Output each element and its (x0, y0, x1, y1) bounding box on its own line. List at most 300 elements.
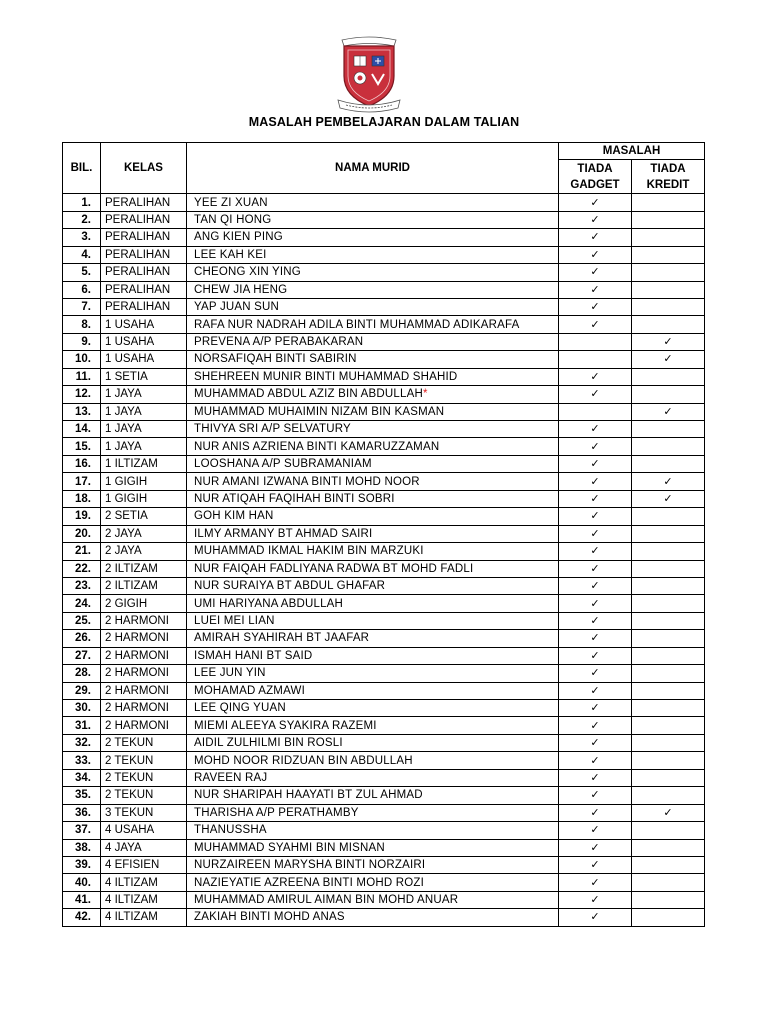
student-name: YAP JUAN SUN (194, 301, 280, 314)
student-name: NAZIEYATIE AZREENA BINTI MOHD ROZI (194, 876, 425, 889)
row-tiada-kredit (632, 647, 705, 664)
checkmark-icon: ✓ (663, 475, 673, 488)
row-kelas: 2 HARMONI (101, 665, 187, 682)
school-crest-logo (334, 34, 404, 114)
student-name: THIVYA SRI A/P SELVATURY (194, 423, 351, 436)
row-nama-murid (187, 298, 559, 315)
checkmark-icon: ✓ (590, 876, 600, 889)
table-row (63, 473, 705, 490)
row-kelas: 4 JAYA (101, 839, 187, 856)
row-tiada-kredit (632, 717, 705, 734)
row-tiada-kredit (632, 264, 705, 281)
row-tiada-gadget (559, 333, 632, 350)
row-tiada-gadget (559, 490, 632, 507)
row-nama-murid (187, 333, 559, 350)
row-tiada-gadget (559, 543, 632, 560)
table-row (63, 246, 705, 263)
row-bil: 41. (63, 891, 101, 908)
checkmark-icon: ✓ (663, 336, 673, 349)
table-row (63, 455, 705, 472)
student-name: LEE QING YUAN (194, 702, 286, 715)
student-name: ANG KIEN PING (194, 231, 283, 244)
row-bil: 37. (63, 822, 101, 839)
checkmark-icon: ✓ (590, 737, 600, 750)
row-kelas: 2 JAYA (101, 543, 187, 560)
row-bil: 6. (63, 281, 101, 298)
row-nama-murid (187, 665, 559, 682)
row-kelas: 4 ILTIZAM (101, 891, 187, 908)
table-row (63, 612, 705, 629)
table-row (63, 752, 705, 769)
row-bil: 2. (63, 211, 101, 228)
student-name: NUR SHARIPAH HAAYATI BT ZUL AHMAD (194, 789, 423, 802)
row-kelas: 2 GIGIH (101, 595, 187, 612)
student-name: LEE JUN YIN (194, 667, 266, 680)
table-row (63, 909, 705, 926)
row-tiada-gadget (559, 734, 632, 751)
table-row (63, 682, 705, 699)
table-row (63, 438, 705, 455)
table-row (63, 874, 705, 891)
row-kelas: 3 TEKUN (101, 804, 187, 821)
row-bil: 27. (63, 647, 101, 664)
row-tiada-gadget (559, 194, 632, 211)
row-nama-murid (187, 682, 559, 699)
student-name: MUHAMMAD MUHAIMIN NIZAM BIN KASMAN (194, 405, 445, 418)
row-kelas: 1 JAYA (101, 438, 187, 455)
student-name: LUEI MEI LIAN (194, 615, 275, 628)
table-row (63, 508, 705, 525)
student-name: ISMAH HANI BT SAID (194, 649, 313, 662)
row-tiada-kredit (632, 525, 705, 542)
row-tiada-gadget (559, 316, 632, 333)
row-kelas: 4 USAHA (101, 822, 187, 839)
row-tiada-kredit (632, 246, 705, 263)
row-tiada-gadget (559, 856, 632, 873)
row-nama-murid (187, 543, 559, 560)
row-nama-murid (187, 264, 559, 281)
student-name: RAFA NUR NADRAH ADILA BINTI MUHAMMAD ADIKARAFA (194, 318, 520, 331)
row-tiada-gadget (559, 909, 632, 926)
row-nama-murid (187, 839, 559, 856)
row-nama-murid (187, 368, 559, 385)
checkmark-icon: ✓ (590, 754, 600, 767)
checkmark-icon: ✓ (590, 702, 600, 715)
row-bil: 5. (63, 264, 101, 281)
row-tiada-kredit (632, 665, 705, 682)
row-bil: 22. (63, 560, 101, 577)
row-nama-murid (187, 316, 559, 333)
row-nama-murid (187, 421, 559, 438)
table-row (63, 630, 705, 647)
checkmark-icon: ✓ (590, 388, 600, 401)
row-tiada-kredit (632, 229, 705, 246)
row-tiada-gadget (559, 822, 632, 839)
row-tiada-kredit (632, 211, 705, 228)
row-bil: 13. (63, 403, 101, 420)
row-tiada-kredit (632, 386, 705, 403)
row-kelas: PERALIHAN (101, 194, 187, 211)
table-row (63, 891, 705, 908)
row-bil: 36. (63, 804, 101, 821)
row-tiada-gadget (559, 839, 632, 856)
checkmark-icon: ✓ (590, 266, 600, 279)
checkmark-icon: ✓ (590, 545, 600, 558)
row-kelas: 1 GIGIH (101, 490, 187, 507)
row-nama-murid (187, 473, 559, 490)
row-bil: 30. (63, 700, 101, 717)
row-tiada-kredit (632, 752, 705, 769)
row-bil: 19. (63, 508, 101, 525)
row-tiada-kredit (632, 298, 705, 315)
table-row (63, 264, 705, 281)
row-bil: 26. (63, 630, 101, 647)
row-tiada-kredit (632, 438, 705, 455)
row-nama-murid (187, 577, 559, 594)
table-row (63, 804, 705, 821)
table-row (63, 403, 705, 420)
row-bil: 34. (63, 769, 101, 786)
row-tiada-kredit (632, 490, 705, 507)
student-name: YEE ZI XUAN (194, 196, 268, 209)
checkmark-icon: ✓ (590, 318, 600, 331)
checkmark-icon: ✓ (590, 824, 600, 837)
row-tiada-gadget (559, 595, 632, 612)
row-tiada-kredit (632, 473, 705, 490)
checkmark-icon: ✓ (590, 475, 600, 488)
table-row (63, 281, 705, 298)
checkmark-icon: ✓ (663, 806, 673, 819)
checkmark-icon: ✓ (590, 196, 600, 209)
row-tiada-gadget (559, 560, 632, 577)
row-bil: 42. (63, 909, 101, 926)
student-name: ZAKIAH BINTI MOHD ANAS (194, 911, 345, 924)
student-name: MOHD NOOR RIDZUAN BIN ABDULLAH (194, 754, 413, 767)
row-tiada-gadget (559, 787, 632, 804)
row-bil: 28. (63, 665, 101, 682)
row-nama-murid (187, 560, 559, 577)
student-name: NUR SURAIYA BT ABDUL GHAFAR (194, 580, 386, 593)
row-tiada-gadget (559, 752, 632, 769)
student-name: RAVEEN RAJ (194, 771, 268, 784)
row-kelas: 2 HARMONI (101, 717, 187, 734)
row-tiada-kredit (632, 403, 705, 420)
row-tiada-gadget (559, 298, 632, 315)
row-nama-murid (187, 490, 559, 507)
table-row (63, 717, 705, 734)
row-tiada-gadget (559, 508, 632, 525)
checkmark-icon: ✓ (590, 771, 600, 784)
asterisk-mark: * (423, 388, 428, 401)
row-nama-murid (187, 525, 559, 542)
row-nama-murid (187, 909, 559, 926)
table-row (63, 368, 705, 385)
row-nama-murid (187, 856, 559, 873)
checkmark-icon: ✓ (590, 615, 600, 628)
row-tiada-kredit (632, 560, 705, 577)
row-tiada-kredit (632, 316, 705, 333)
table-row (63, 787, 705, 804)
row-tiada-kredit (632, 734, 705, 751)
row-tiada-gadget (559, 717, 632, 734)
row-tiada-gadget (559, 647, 632, 664)
row-tiada-gadget (559, 455, 632, 472)
row-bil: 35. (63, 787, 101, 804)
row-nama-murid (187, 769, 559, 786)
checkmark-icon: ✓ (590, 649, 600, 662)
checkmark-icon: ✓ (590, 684, 600, 697)
table-row (63, 298, 705, 315)
row-nama-murid (187, 787, 559, 804)
header-tiada-kredit-line1: TIADA (632, 160, 705, 177)
student-name: NUR ATIQAH FAQIHAH BINTI SOBRI (194, 492, 395, 505)
row-tiada-kredit (632, 612, 705, 629)
student-name: NORSAFIQAH BINTI SABIRIN (194, 353, 357, 366)
row-bil: 39. (63, 856, 101, 873)
checkmark-icon: ✓ (590, 370, 600, 383)
row-kelas: 2 ILTIZAM (101, 560, 187, 577)
row-tiada-gadget (559, 630, 632, 647)
table-row (63, 194, 705, 211)
row-tiada-kredit (632, 595, 705, 612)
row-tiada-kredit (632, 455, 705, 472)
row-tiada-kredit (632, 421, 705, 438)
row-tiada-kredit (632, 856, 705, 873)
checkmark-icon: ✓ (590, 667, 600, 680)
row-tiada-gadget (559, 804, 632, 821)
row-nama-murid (187, 194, 559, 211)
row-tiada-gadget (559, 438, 632, 455)
row-bil: 40. (63, 874, 101, 891)
row-tiada-kredit (632, 874, 705, 891)
checkmark-icon: ✓ (590, 231, 600, 244)
row-bil: 31. (63, 717, 101, 734)
row-nama-murid (187, 211, 559, 228)
checkmark-icon: ✓ (590, 458, 600, 471)
student-name: THANUSSHA (194, 824, 267, 837)
checkmark-icon: ✓ (590, 562, 600, 575)
table-row (63, 665, 705, 682)
table-row (63, 421, 705, 438)
student-name: TAN QI HONG (194, 213, 272, 226)
row-tiada-gadget (559, 229, 632, 246)
checkmark-icon: ✓ (590, 423, 600, 436)
header-tiada-gadget-line1: TIADA (559, 160, 632, 177)
row-kelas: 1 ILTIZAM (101, 455, 187, 472)
checkmark-icon: ✓ (590, 911, 600, 924)
student-name: MUHAMMAD SYAHMI BIN MISNAN (194, 841, 385, 854)
row-tiada-kredit (632, 333, 705, 350)
table-row (63, 700, 705, 717)
row-bil: 29. (63, 682, 101, 699)
row-nama-murid (187, 752, 559, 769)
checkmark-icon: ✓ (590, 510, 600, 523)
row-tiada-kredit (632, 891, 705, 908)
row-nama-murid (187, 595, 559, 612)
row-tiada-kredit (632, 508, 705, 525)
row-kelas: PERALIHAN (101, 211, 187, 228)
row-kelas: 1 GIGIH (101, 473, 187, 490)
checkmark-icon: ✓ (590, 632, 600, 645)
table-row (63, 769, 705, 786)
row-tiada-gadget (559, 612, 632, 629)
row-kelas: PERALIHAN (101, 229, 187, 246)
student-name: SHEHREEN MUNIR BINTI MUHAMMAD SHAHID (194, 370, 458, 383)
checkmark-icon: ✓ (590, 248, 600, 261)
row-kelas: 2 TEKUN (101, 787, 187, 804)
row-tiada-kredit (632, 700, 705, 717)
row-tiada-kredit (632, 804, 705, 821)
student-name: NUR AMANI IZWANA BINTI MOHD NOOR (194, 475, 420, 488)
header-tiada-gadget-line2: GADGET (559, 177, 632, 194)
row-nama-murid (187, 351, 559, 368)
header-nama-murid: NAMA MURID (187, 143, 559, 194)
checkmark-icon: ✓ (663, 492, 673, 505)
student-name: NUR FAIQAH FADLIYANA RADWA BT MOHD FADLI (194, 562, 474, 575)
checkmark-icon: ✓ (590, 789, 600, 802)
row-nama-murid (187, 822, 559, 839)
row-tiada-kredit (632, 787, 705, 804)
student-name: MOHAMAD AZMAWI (194, 684, 305, 697)
student-name: CHEONG XIN YING (194, 266, 301, 279)
row-bil: 7. (63, 298, 101, 315)
row-nama-murid (187, 403, 559, 420)
header-tiada-kredit-line2: KREDIT (632, 177, 705, 194)
student-name: ILMY ARMANY BT AHMAD SAIRI (194, 527, 373, 540)
row-kelas: PERALIHAN (101, 298, 187, 315)
table-row (63, 333, 705, 350)
row-nama-murid (187, 734, 559, 751)
row-tiada-gadget (559, 682, 632, 699)
table-row (63, 577, 705, 594)
row-tiada-kredit (632, 281, 705, 298)
row-bil: 18. (63, 490, 101, 507)
row-bil: 15. (63, 438, 101, 455)
row-kelas: 2 TEKUN (101, 769, 187, 786)
table-row (63, 595, 705, 612)
student-name: PREVENA A/P PERABAKARAN (194, 336, 364, 349)
header-bil: BIL. (63, 143, 101, 194)
student-name: MUHAMMAD ABDUL AZIZ BIN ABDULLAH (194, 388, 423, 401)
table-row (63, 734, 705, 751)
row-tiada-gadget (559, 874, 632, 891)
student-name: LEE KAH KEI (194, 248, 267, 261)
row-tiada-kredit (632, 577, 705, 594)
table-row (63, 839, 705, 856)
checkmark-icon: ✓ (590, 440, 600, 453)
row-bil: 20. (63, 525, 101, 542)
row-tiada-kredit (632, 543, 705, 560)
header-masalah: MASALAH (559, 143, 705, 160)
row-nama-murid (187, 717, 559, 734)
row-bil: 9. (63, 333, 101, 350)
student-name: NURZAIREEN MARYSHA BINTI NORZAIRI (194, 859, 426, 872)
row-tiada-gadget (559, 473, 632, 490)
student-name: AMIRAH SYAHIRAH BT JAAFAR (194, 632, 370, 645)
row-tiada-kredit (632, 769, 705, 786)
row-bil: 25. (63, 612, 101, 629)
row-kelas: PERALIHAN (101, 264, 187, 281)
row-kelas: PERALIHAN (101, 246, 187, 263)
row-bil: 24. (63, 595, 101, 612)
row-tiada-kredit (632, 909, 705, 926)
table-row (63, 525, 705, 542)
checkmark-icon: ✓ (590, 719, 600, 732)
row-tiada-gadget (559, 246, 632, 263)
header-kelas: KELAS (101, 143, 187, 194)
row-kelas: 2 HARMONI (101, 630, 187, 647)
checkmark-icon: ✓ (590, 597, 600, 610)
row-tiada-gadget (559, 577, 632, 594)
student-name: LOOSHANA A/P SUBRAMANIAM (194, 458, 372, 471)
row-tiada-gadget (559, 525, 632, 542)
row-kelas: 2 JAYA (101, 525, 187, 542)
checkmark-icon: ✓ (590, 492, 600, 505)
row-nama-murid (187, 874, 559, 891)
row-bil: 3. (63, 229, 101, 246)
table-row (63, 822, 705, 839)
row-kelas: 2 ILTIZAM (101, 577, 187, 594)
row-tiada-gadget (559, 665, 632, 682)
checkmark-icon: ✓ (663, 405, 673, 418)
row-kelas: 1 USAHA (101, 351, 187, 368)
student-name: MIEMI ALEEYA SYAKIRA RAZEMI (194, 719, 377, 732)
checkmark-icon: ✓ (590, 806, 600, 819)
table-row (63, 856, 705, 873)
row-tiada-gadget (559, 281, 632, 298)
student-name: CHEW JIA HENG (194, 283, 288, 296)
row-nama-murid (187, 386, 559, 403)
row-nama-murid (187, 455, 559, 472)
row-tiada-gadget (559, 368, 632, 385)
row-bil: 1. (63, 194, 101, 211)
row-kelas: 2 TEKUN (101, 752, 187, 769)
table-row (63, 351, 705, 368)
row-tiada-gadget (559, 891, 632, 908)
checkmark-icon: ✓ (590, 841, 600, 854)
row-tiada-gadget (559, 264, 632, 281)
row-kelas: 1 JAYA (101, 386, 187, 403)
table-row (63, 647, 705, 664)
row-kelas: 1 USAHA (101, 316, 187, 333)
table-row (63, 211, 705, 228)
row-kelas: 2 HARMONI (101, 682, 187, 699)
row-bil: 32. (63, 734, 101, 751)
row-nama-murid (187, 229, 559, 246)
row-kelas: PERALIHAN (101, 281, 187, 298)
row-tiada-gadget (559, 700, 632, 717)
row-kelas: 1 JAYA (101, 403, 187, 420)
checkmark-icon: ✓ (590, 580, 600, 593)
student-name: MUHAMMAD IKMAL HAKIM BIN MARZUKI (194, 545, 424, 558)
checkmark-icon: ✓ (590, 283, 600, 296)
student-name: THARISHA A/P PERATHAMBY (194, 806, 359, 819)
student-problem-table (62, 142, 705, 927)
row-bil: 16. (63, 455, 101, 472)
row-nama-murid (187, 281, 559, 298)
row-kelas: 1 SETIA (101, 368, 187, 385)
row-nama-murid (187, 508, 559, 525)
row-nama-murid (187, 612, 559, 629)
row-kelas: 1 USAHA (101, 333, 187, 350)
table-row (63, 490, 705, 507)
row-nama-murid (187, 630, 559, 647)
table-row (63, 316, 705, 333)
row-bil: 21. (63, 543, 101, 560)
row-bil: 38. (63, 839, 101, 856)
row-kelas: 4 ILTIZAM (101, 874, 187, 891)
row-tiada-kredit (632, 822, 705, 839)
